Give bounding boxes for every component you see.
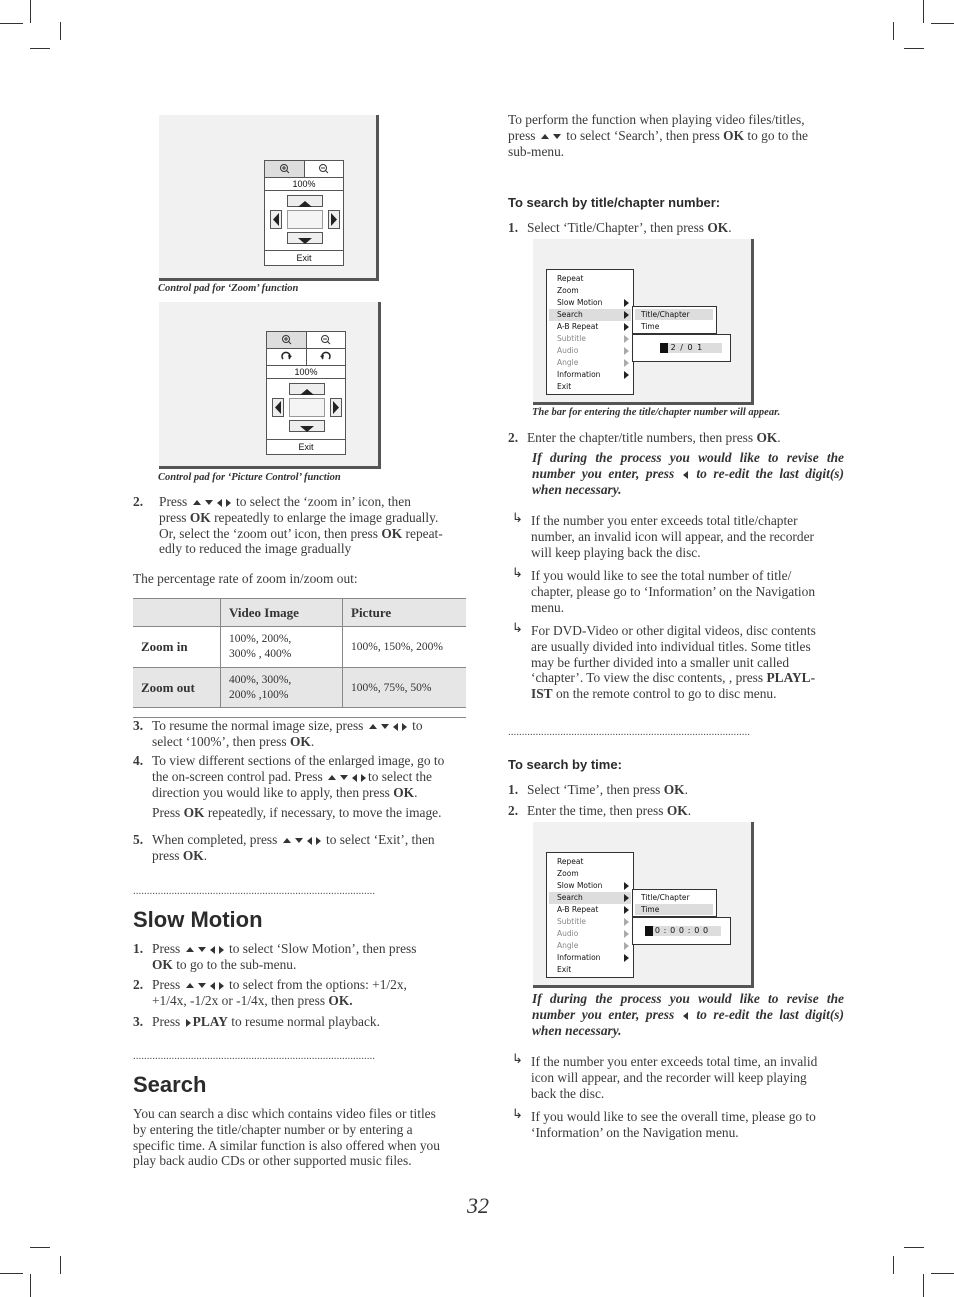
menu-item[interactable]: Exit [557,382,572,391]
step-number: 1. [133,941,144,956]
submenu-arrows [624,881,630,965]
slow-step3-text: Press PLAY to resume normal playback. [152,1014,380,1029]
move-left-button[interactable] [272,398,284,417]
time-value: 0 0 : 0 0 : 0 0 [646,926,709,935]
crop-mark [893,1256,894,1274]
exit-button[interactable]: Exit [265,250,343,266]
r-step1-text: Select ‘Title/Chapter’, then press OK. [527,220,732,235]
slow-step1-text: Press to select ‘Slow Motion’, then press OK to go to the sub-menu. [152,941,417,972]
move-up-button[interactable] [289,383,325,395]
table-header: Video Image [221,599,343,627]
note-icon: ↳ [512,1106,523,1121]
title-input-bar [632,334,731,362]
right-intro: To perform the function when playing video files/titles, press to select ‘Search’, then press OK to go to the sub-menu. [508,112,808,159]
section-title-slow-motion: Slow Motion [133,907,263,932]
move-right-button[interactable] [328,210,340,229]
crop-mark [0,23,23,24]
crop-mark [923,0,924,23]
heading-time: To search by time: [508,757,622,772]
note-icon: ↳ [512,565,523,580]
step-number: 2. [133,977,144,992]
menu-item-selected[interactable]: Search [557,893,583,902]
bullet-text: If the number you enter exceeds total time, an invalid icon will appear, and the recorder will keep playing back the disc. [531,1054,818,1101]
step-number: 1. [508,782,519,797]
step4-text: To view different sections of the enlarged image, go to the on-screen control pad. Press to select the direction you would like to apply, then press OK. Press OK repeatedly, if necessary, to move the image. [152,753,445,821]
search-submenu [632,889,717,917]
submenu-item[interactable]: Time [641,322,660,331]
section-title-search: Search [133,1072,207,1097]
bar-caption: The bar for entering the title/chapter number will appear. [532,407,781,418]
menu-item[interactable]: Repeat [557,857,584,866]
step-number: 5. [133,832,144,847]
zoom-in-icon[interactable] [265,161,305,178]
submenu-item[interactable]: Time [641,905,660,914]
dotted-divider: ........................................................................................ [508,726,750,738]
crop-mark [60,1256,61,1274]
bullet-text: If you would like to see the total number of title/ chapter, please go to ‘Information’ on the Navigation menu. [531,568,816,615]
title-search-screenshot [533,239,754,405]
move-right-button[interactable] [330,398,342,417]
table-cell: 100%, 75%, 50% [343,668,467,708]
rate-intro: The percentage rate of zoom in/zoom out: [133,571,358,586]
navigation-menu [546,852,634,978]
menu-item[interactable]: Information [557,370,601,379]
menu-item[interactable]: Repeat [557,274,584,283]
picture-pad-screenshot [159,302,381,469]
crop-mark [30,1274,31,1297]
title-chapter-value: 0 2 / 0 1 [661,343,704,352]
dotted-divider: ........................................................................................ [133,885,375,897]
zoom-percent: 100% [265,178,343,191]
rotate-right-icon[interactable] [267,349,307,366]
crop-mark [60,22,61,40]
zoom-in-icon[interactable] [267,332,307,349]
step-number: 3. [133,718,144,733]
step2-text: Press to select the ‘zoom in’ icon, then press OK repeatedly to enlarge the image gradually. Or, select the ‘zoom out’ icon, then press OK repeat- edly to reduced the image gradually [159,494,443,557]
move-down-button[interactable] [289,420,325,432]
navigation-menu [546,269,634,395]
time-search-screenshot [533,822,754,988]
menu-item[interactable]: Audio [557,929,579,938]
bullet-text: If you would like to see the overall time, please go to ‘Information’ on the Navigation menu. [531,1109,816,1140]
zoom-out-icon[interactable] [307,332,345,349]
bullet-text: If the number you enter exceeds total title/chapter number, an invalid icon will appear, and the recorder will keep playing back the disc. [531,513,814,560]
step5-text: When completed, press to select ‘Exit’, then press OK. [152,832,435,863]
step3-text: To resume the normal image size, press to select ‘100%’, then press OK. [152,718,423,749]
note-icon: ↳ [512,1051,523,1066]
table-row-label: Zoom out [133,668,221,708]
heading-title-chapter: To search by title/chapter number: [508,195,721,210]
menu-item[interactable]: Subtitle [557,334,586,343]
step-number: 2. [133,494,144,509]
crop-mark [923,1274,924,1297]
step-number: 4. [133,753,144,768]
menu-item[interactable]: Exit [557,965,572,974]
crop-mark [0,1273,23,1274]
submenu-item[interactable]: Title/Chapter [641,310,690,319]
menu-item[interactable]: Slow Motion [557,298,603,307]
t-step2-text: Enter the time, then press OK. [527,803,692,818]
table-cell: 100%, 200%, 300% , 400% [221,627,343,668]
exit-button[interactable]: Exit [267,439,345,455]
menu-item[interactable]: Subtitle [557,917,586,926]
zoom-percent: 100% [267,366,345,379]
menu-item[interactable]: Zoom [557,869,579,878]
picture-caption: Control pad for ‘Picture Control’ function [158,472,341,483]
zoom-out-icon[interactable] [305,161,343,178]
menu-item[interactable]: Angle [557,358,579,367]
submenu-arrows [624,298,630,382]
dotted-divider: ........................................................................................ [133,1050,375,1062]
menu-item[interactable]: Angle [557,941,579,950]
table-header-empty [133,599,221,627]
revise-note: If during the process you would like to revise the number you enter, press to re-edit the last digit(s) when necessary. [532,450,844,497]
crop-mark [931,23,954,24]
table-cell: 100%, 150%, 200% [343,627,467,668]
move-left-button[interactable] [270,210,282,229]
submenu-item[interactable]: Title/Chapter [641,893,690,902]
rotate-left-icon[interactable] [307,349,345,366]
zoom-control-pad [264,160,344,266]
move-up-button[interactable] [287,195,323,207]
slow-step2-text: Press to select from the options: +1/2x, +1/4x, -1/2x or -1/4x, then press OK. [152,977,407,1008]
crop-mark [30,1247,50,1248]
search-intro: You can search a disc which contains video files or titles by entering the title/chapter number or by entering a specific time. A similar function is also offered when you play back audio CDs or other supported music files. [133,1106,440,1169]
zoom-caption: Control pad for ‘Zoom’ function [158,283,299,294]
revise-note: If during the process you would like to revise the number you enter, press to re-edit the last digit(s) when necessary. [532,991,844,1038]
time-input-bar [632,917,731,945]
r-step2-text: Enter the chapter/title numbers, then press OK. [527,430,781,445]
menu-item[interactable]: Zoom [557,286,579,295]
crop-mark [30,48,50,49]
crop-mark [893,22,894,40]
crop-mark [904,1247,924,1248]
note-icon: ↳ [512,510,523,525]
zoom-pad-screenshot [159,115,379,281]
crop-mark [931,1273,954,1274]
picture-control-pad [266,331,346,455]
step-number: 2. [508,430,519,445]
step-number: 3. [133,1014,144,1029]
table-cell: 400%, 300%, 200% ,100% [221,668,343,708]
menu-item[interactable]: Information [557,953,601,962]
crop-mark [30,0,31,23]
menu-item[interactable]: A-B Repeat [557,322,599,331]
t-step1-text: Select ‘Time’, then press OK. [527,782,688,797]
menu-item-selected[interactable]: Search [557,310,583,319]
table-header: Picture [343,599,467,627]
search-submenu [632,306,717,334]
pad-center [289,398,325,417]
move-down-button[interactable] [287,232,323,244]
note-icon: ↳ [512,620,523,635]
zoom-rate-table [133,598,466,718]
table-row-label: Zoom in [133,627,221,668]
pad-center [287,210,323,229]
menu-item[interactable]: Audio [557,346,579,355]
crop-mark [904,48,924,49]
page-number: 32 [467,1193,489,1218]
menu-item[interactable]: A-B Repeat [557,905,599,914]
step-number: 1. [508,220,519,235]
step-number: 2. [508,803,519,818]
menu-item[interactable]: Slow Motion [557,881,603,890]
bullet-text: For DVD-Video or other digital videos, disc contents are usually divided into individual titles. Some titles may be further divided into a smaller unit called ‘chapter’. To view the disc contents, , press PLAYL- IST on the remote control to go to disc menu. [531,623,816,702]
